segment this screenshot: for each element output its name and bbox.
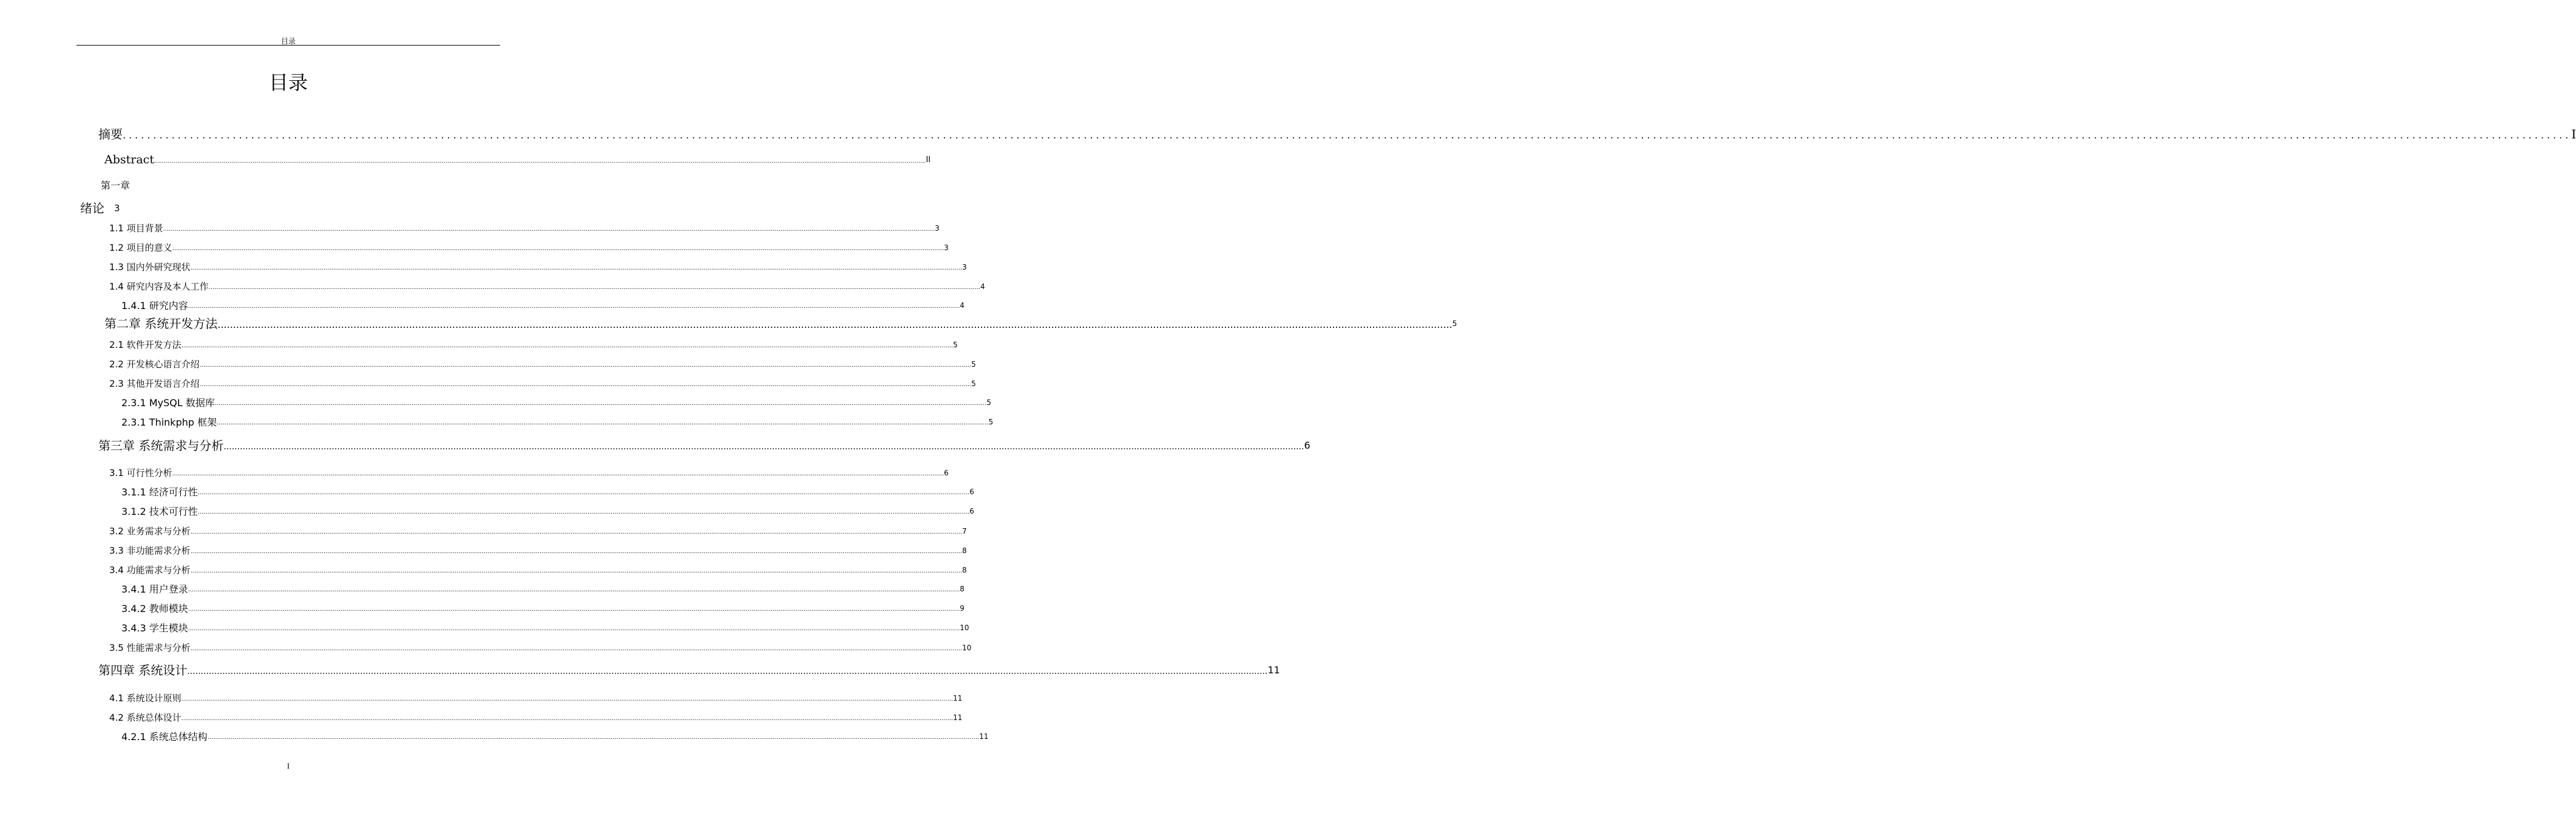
toc-entry-page: 8 [960,585,964,593]
toc-entry-label: 1.3 国内外研究现状 [109,262,191,273]
toc-entry[interactable] [109,525,967,537]
toc-entry[interactable] [98,662,1280,678]
toc-entry-page: 3 [935,224,940,233]
toc-entry-label: 1.4.1 研究内容 [121,300,188,311]
toc-entry-label: 3.5 性能需求与分析 [109,642,191,653]
toc-entry-label: 4.2 系统总体设计 [109,712,181,723]
toc-entry-page: 5 [1452,319,1457,328]
toc-leader-dots: ................................................................................................................................................................................................................................................................................................................................................................................................................ [207,734,980,741]
toc-entry-label: 1.4 研究内容及本人工作 [109,281,209,292]
toc-entry-page: 7 [962,527,967,536]
toc-entry[interactable] [109,280,985,293]
toc-entry-label: 1.2 项目的意义 [109,242,172,253]
toc-entry-label: 3.4.3 学生模块 [121,622,188,634]
toc-entry-label: 2.2 开发核心语言介绍 [109,359,200,370]
toc-leader-dots: ................................................................................................................................................................................................................................................................................................................................................................................................................ [188,606,960,613]
toc-entry-page: 5 [953,341,958,349]
toc-leader-dots: ................................................................................................................................................................................................................................................................................................................................................................................................................ [208,284,981,291]
toc-entry-page: 11 [1267,664,1280,676]
toc-entry[interactable] [109,545,967,557]
toc-entry-label: 3.3 非功能需求分析 [109,545,191,556]
toc-entry[interactable] [109,261,967,273]
toc-entry-page: 11 [953,694,963,702]
toc-entry-page: 5 [971,379,976,388]
toc-entry-page: 8 [962,546,967,555]
toc-entry-label: 2.1 软件开发方法 [109,339,181,350]
toc-entry-page: 10 [962,644,972,652]
toc-entry-label: 2.3.1 MySQL 数据库 [121,397,215,409]
toc-leader-dots: ................................................................................................................................................................................................................................................................................................................................................................................................................ [190,529,963,536]
toc-title: 目录 [268,71,308,94]
toc-entry[interactable] [109,378,976,390]
toc-leader-dots: ................................................................................................................................................................................................................................................................................................................................................................................................................ [197,489,970,496]
toc-leader-dots: ................................................................................................................................................................................................................................................................................................................................................................................................................ [181,715,954,722]
page-number: I [286,761,290,770]
toc-entry[interactable] [109,712,963,724]
toc-leader-dots: ................................................................................................................................................................................................................................................................................................................................................................................................................ [190,568,963,574]
toc-entry-label: 摘要 [98,127,123,141]
toc-entry[interactable] [109,242,949,254]
toc-entry-label: 第三章 系统需求与分析 [98,438,224,453]
toc-entry-label: 3.4.1 用户登录 [121,583,188,595]
toc-entry[interactable] [109,358,976,370]
toc-entry[interactable] [121,486,974,498]
toc-leader-dots: ................................................................................................................................................................................................................................................................................................................................................................................................................ [190,645,963,652]
toc-entry[interactable] [80,200,120,216]
toc-entry-label: 4.1 系统设计原则 [109,693,181,704]
toc-entry-label: 3.2 业务需求与分析 [109,526,191,537]
toc-leader-dots: ................................................................................................................................................................................................................................................................................................................................................................................................................ [181,342,954,349]
toc-entry[interactable] [121,299,964,312]
running-header: 目录 [280,37,296,46]
toc-leader-dots: ................................................................................................................................................................................................................................................................................................................................................................................................................ [188,586,960,593]
toc-entry-page: 6 [944,469,949,477]
toc-entry[interactable] [121,505,974,518]
toc-entry[interactable] [121,730,989,743]
toc-leader-dots: ................................................................................................................................................................................................................................................................................................................................................................................................................ [123,129,2572,141]
toc-leader-dots: ................................................................................................................................................................................................................................................................................................................................................................................................................ [199,362,972,369]
toc-leader-dots: ................................................................................................................................................................................................................................................................................................................................................................................................................ [217,319,1452,330]
toc-entry[interactable] [109,339,958,351]
toc-entry-label: 3.4 功能需求与分析 [109,565,191,576]
toc-entry-page: 11 [979,732,989,741]
toc-entry[interactable] [109,467,949,479]
toc-entry[interactable] [121,396,991,409]
toc-entry-label: 第一章 [101,180,130,191]
toc-entry[interactable] [98,438,1310,454]
toc-entry[interactable] [104,316,1457,332]
toc-entry[interactable] [104,152,931,168]
toc-entry-page: 11 [953,713,963,722]
toc-entry[interactable] [121,583,964,596]
toc-leader-dots: ................................................................................................................................................................................................................................................................................................................................................................................................................ [188,625,960,632]
toc-leader-dots: ................................................................................................................................................................................................................................................................................................................................................................................................................ [154,158,926,165]
toc-entry-label: 第四章 系统设计 [98,663,188,678]
toc-entry[interactable] [121,416,994,429]
toc-entry-label: 3.1.1 经济可行性 [121,486,198,498]
toc-entry[interactable] [98,126,2576,142]
toc-entry-label: 2.3 其他开发语言介绍 [109,378,200,389]
toc-entry-label: Abstract [104,153,154,166]
toc-entry-page: 5 [971,360,976,369]
toc-leader-dots: ................................................................................................................................................................................................................................................................................................................................................................................................................ [172,471,944,477]
toc-entry-page: 4 [960,301,964,310]
toc-entry[interactable] [109,564,967,576]
header-rule [76,45,500,46]
toc-entry-page: 6 [969,488,974,496]
toc-entry-page: 5 [988,418,994,426]
toc-leader-dots: ................................................................................................................................................................................................................................................................................................................................................................................................................ [172,245,944,252]
toc-entry[interactable] [121,622,969,634]
toc-entry-label: 第二章 系统开发方法 [104,316,218,331]
toc-entry-page: I [2571,127,2576,141]
toc-entry-page: 5 [986,398,991,407]
toc-entry-page: 6 [969,507,974,515]
toc-leader-dots: ................................................................................................................................................................................................................................................................................................................................................................................................................ [190,265,963,271]
toc-leader-dots: ................................................................................................................................................................................................................................................................................................................................................................................................................ [217,420,989,426]
toc-entry-label: 4.2.1 系统总体结构 [121,731,208,743]
toc-entry[interactable] [101,179,140,192]
toc-entry-page: 4 [980,282,985,291]
toc-leader-dots: ................................................................................................................................................................................................................................................................................................................................................................................................................ [181,696,954,702]
toc-entry[interactable] [109,692,963,704]
toc-entry-label: 3.1.2 技术可行性 [121,506,198,517]
toc-entry[interactable] [109,642,972,654]
toc-entry-page: 8 [962,566,967,574]
toc-leader-dots: ................................................................................................................................................................................................................................................................................................................................................................................................................ [187,667,1268,676]
toc-entry-page: 10 [960,624,969,632]
toc-entry-label: 3.1 可行性分析 [109,467,172,478]
toc-entry-page: 3 [114,203,120,214]
toc-entry-page: II [926,155,931,165]
toc-leader-dots: ................................................................................................................................................................................................................................................................................................................................................................................................................ [163,226,935,233]
toc-entry-page: 3 [962,263,967,271]
toc-entry-label: 绪论 [80,201,104,216]
toc-entry[interactable] [121,602,964,615]
toc-entry-label: 2.3.1 Thinkphp 框架 [121,416,217,428]
toc-entry-page: 9 [960,604,964,613]
toc-leader-dots: ................................................................................................................................................................................................................................................................................................................................................................................................................ [223,442,1304,452]
toc-leader-dots: ................................................................................................................................................................................................................................................................................................................................................................................................................ [214,400,987,407]
toc-leader-dots: ................................................................................................................................................................................................................................................................................................................................................................................................................ [190,548,963,555]
toc-leader-dots: ................................................................................................................................................................................................................................................................................................................................................................................................................ [199,381,972,388]
toc-leader-dots: ................................................................................................................................................................................................................................................................................................................................................................................................................ [197,509,970,515]
toc-entry[interactable] [109,222,940,234]
toc-entry-label: 1.1 项目背景 [109,223,163,234]
toc-entry-label: 3.4.2 教师模块 [121,603,188,614]
toc-leader-dots: ................................................................................................................................................................................................................................................................................................................................................................................................................ [188,303,960,310]
toc-entry-page: 6 [1304,440,1310,451]
toc-entry-page: 3 [944,243,949,252]
